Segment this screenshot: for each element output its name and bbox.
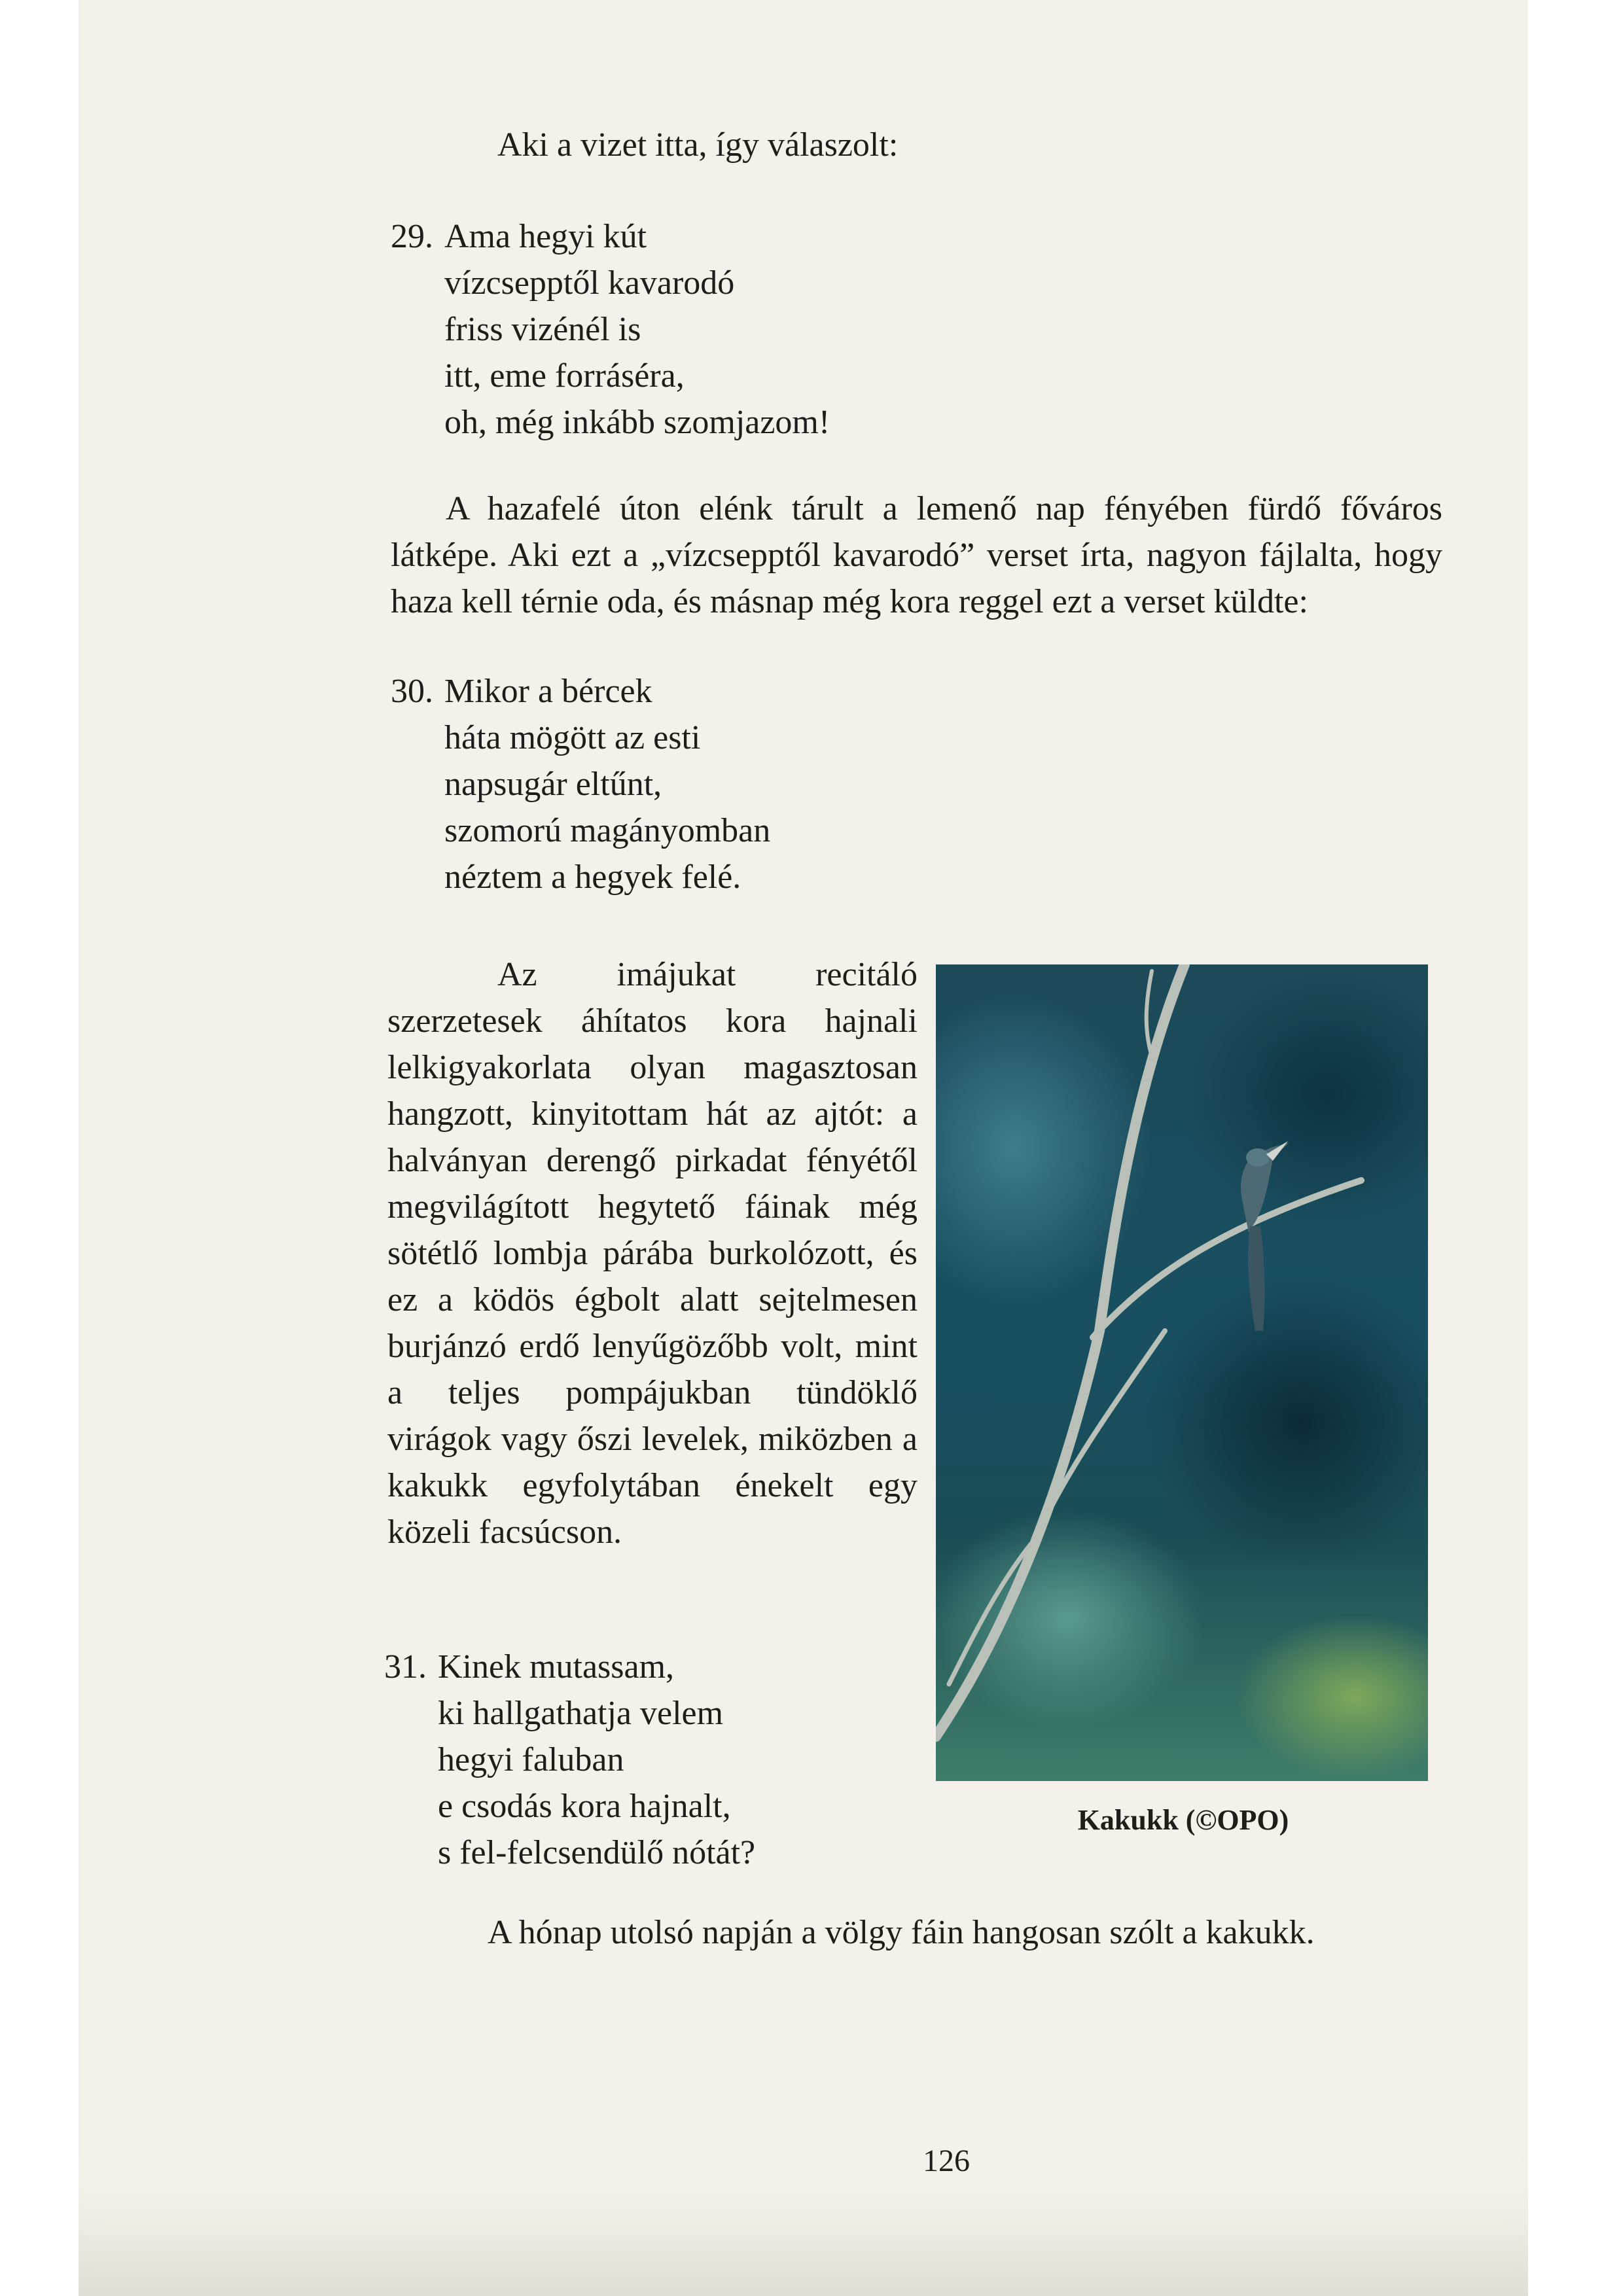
book-page — [79, 0, 1528, 2296]
cuckoo-photo — [936, 964, 1428, 1781]
cuckoo-illustration — [936, 964, 1428, 1781]
poem-29 — [391, 213, 830, 446]
poem-line: friss vizénél is — [444, 311, 641, 348]
closing-line: A hónap utolsó napján a völgy fáin hangosan szólt a kakukk. — [488, 1914, 1315, 1951]
poem-line: szomorú magányomban — [444, 812, 771, 849]
tree-branch — [936, 964, 1361, 1737]
poem-line: e csodás kora hajnalt, — [438, 1788, 731, 1825]
poem-line: Kinek mutassam, — [438, 1648, 675, 1686]
poem-number: 29. — [391, 218, 433, 255]
poem-line: ki hallgathatja velem — [438, 1695, 724, 1732]
paragraph-monks: Az imájukat recitáló szerzetesek áhítatos kora hajnali lelkigyakorlata olyan magasztosan hangzott, kinyitottam hát az ajtót: a halványan derengő pirkadat fényétől megvilágított hegytető fáinak még sötétlő lombja párába burkolózott, és ez a ködös égbolt alatt sejtelmesen burjánzó erdő lenyűgözőbb volt, mint a teljes pompájukban tündöklő virágok vagy őszi levelek, miközben a kakukk egyfolytában énekelt egy közeli facsúcson. — [387, 956, 918, 1551]
poem-number: 31. — [384, 1648, 427, 1686]
poem-line: s fel-felcsendülő nótát? — [438, 1834, 756, 1871]
poem-line: itt, eme forráséra, — [444, 357, 685, 395]
figure-caption: Kakukk (©OPO) — [1077, 1804, 1289, 1836]
poem-line: oh, még inkább szomjazom! — [444, 404, 830, 441]
paragraph-homeward: A hazafelé úton elénk tárult a lemenő nap fényében fürdő főváros látképe. Aki ezt a „vízcsepptől kavarodó” verset írta, nagyon fájlalta, hogy haza kell térnie oda, és másnap még kora reggel ezt a verset küldte: — [391, 490, 1442, 620]
poem-line: napsugár eltűnt, — [444, 766, 662, 803]
poem-line: háta mögött az esti — [444, 719, 701, 756]
poem-30 — [391, 668, 770, 900]
poem-line: Ama hegyi kút — [444, 218, 647, 255]
poem-31 — [384, 1644, 755, 1876]
poem-line: vízcsepptől kavarodó — [444, 264, 735, 302]
intro-line: Aki a vizet itta, így válaszolt: — [497, 126, 899, 164]
poem-line: hegyi faluban — [438, 1741, 624, 1778]
poem-line: néztem a hegyek felé. — [444, 858, 741, 896]
poem-line: Mikor a bércek — [444, 673, 652, 710]
page-number: 126 — [923, 2144, 970, 2178]
poem-number: 30. — [391, 673, 433, 710]
cuckoo-bird — [1241, 1141, 1289, 1331]
